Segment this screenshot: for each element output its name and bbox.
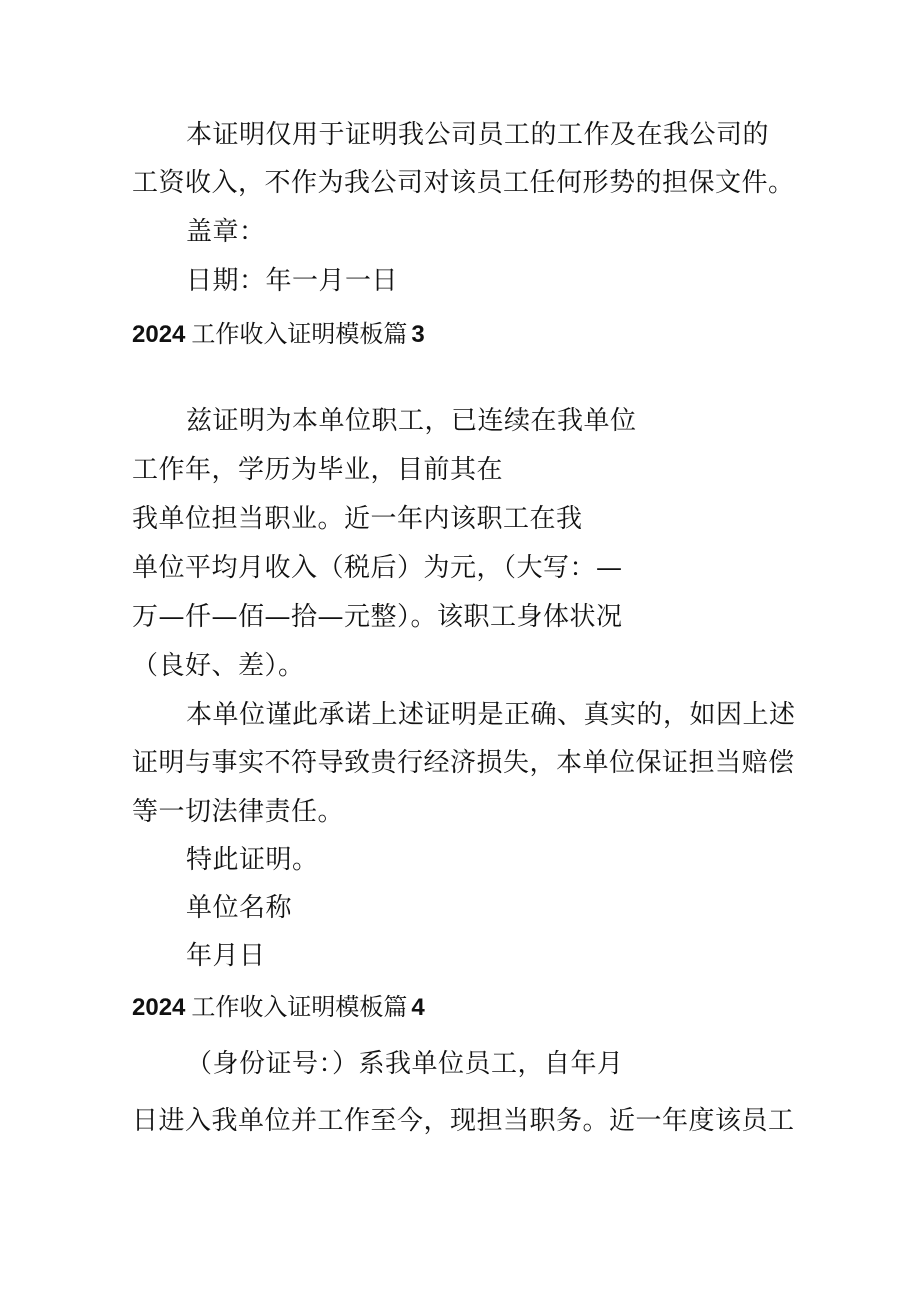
- section3-line-7: 本单位谨此承诺上述证明是正确、真实的，如因上述: [186, 700, 796, 730]
- section4-line-1: （身份证号：）系我单位员工，自年月: [186, 1049, 624, 1079]
- section3-line-6: （良好、差）。: [132, 651, 305, 681]
- certification-paragraph-line-2: 工资收入，不作为我公司对该员工任何形势的担保文件。: [132, 168, 795, 198]
- section3-line-4: 单位平均月收入（税后）为元，（大写：—: [132, 553, 623, 583]
- section3-unit-name: 单位名称: [186, 893, 293, 923]
- section3-date: 年月日: [186, 941, 266, 971]
- certification-paragraph-line-1: 本证明仅用于证明我公司员工的工作及在我公司的: [186, 120, 770, 150]
- section3-line-1: 兹证明为本单位职工，已连续在我单位: [186, 406, 637, 436]
- seal-line: 盖章：: [186, 217, 266, 247]
- section4-line-2: 日进入我单位并工作至今，现担当职务。近一年度该员工: [132, 1106, 795, 1136]
- section-heading-3: [132, 318, 425, 351]
- section3-line-3: 我单位担当职业。近一年内该职工在我: [132, 504, 583, 534]
- heading-year: 2024: [132, 321, 186, 348]
- section3-closing: 特此证明。: [186, 845, 319, 875]
- section3-line-8: 证明与事实不符导致贵行经济损失，本单位保证担当赔偿: [132, 748, 795, 778]
- section3-line-5: 万—仟—佰—拾—元整）。该职工身体状况: [132, 602, 623, 632]
- date-line: 日期：年一月一日: [186, 266, 399, 296]
- heading-text: 工作收入证明模板篇: [191, 320, 408, 348]
- section3-line-2: 工作年，学历为毕业，目前其在: [132, 455, 504, 485]
- heading-number: 3: [411, 321, 425, 348]
- section3-line-9: 等一切法律责任。: [132, 797, 345, 827]
- heading-number: 4: [411, 994, 425, 1021]
- section-heading-4: [132, 991, 425, 1024]
- heading-year: 2024: [132, 994, 186, 1021]
- heading-text: 工作收入证明模板篇: [191, 993, 408, 1021]
